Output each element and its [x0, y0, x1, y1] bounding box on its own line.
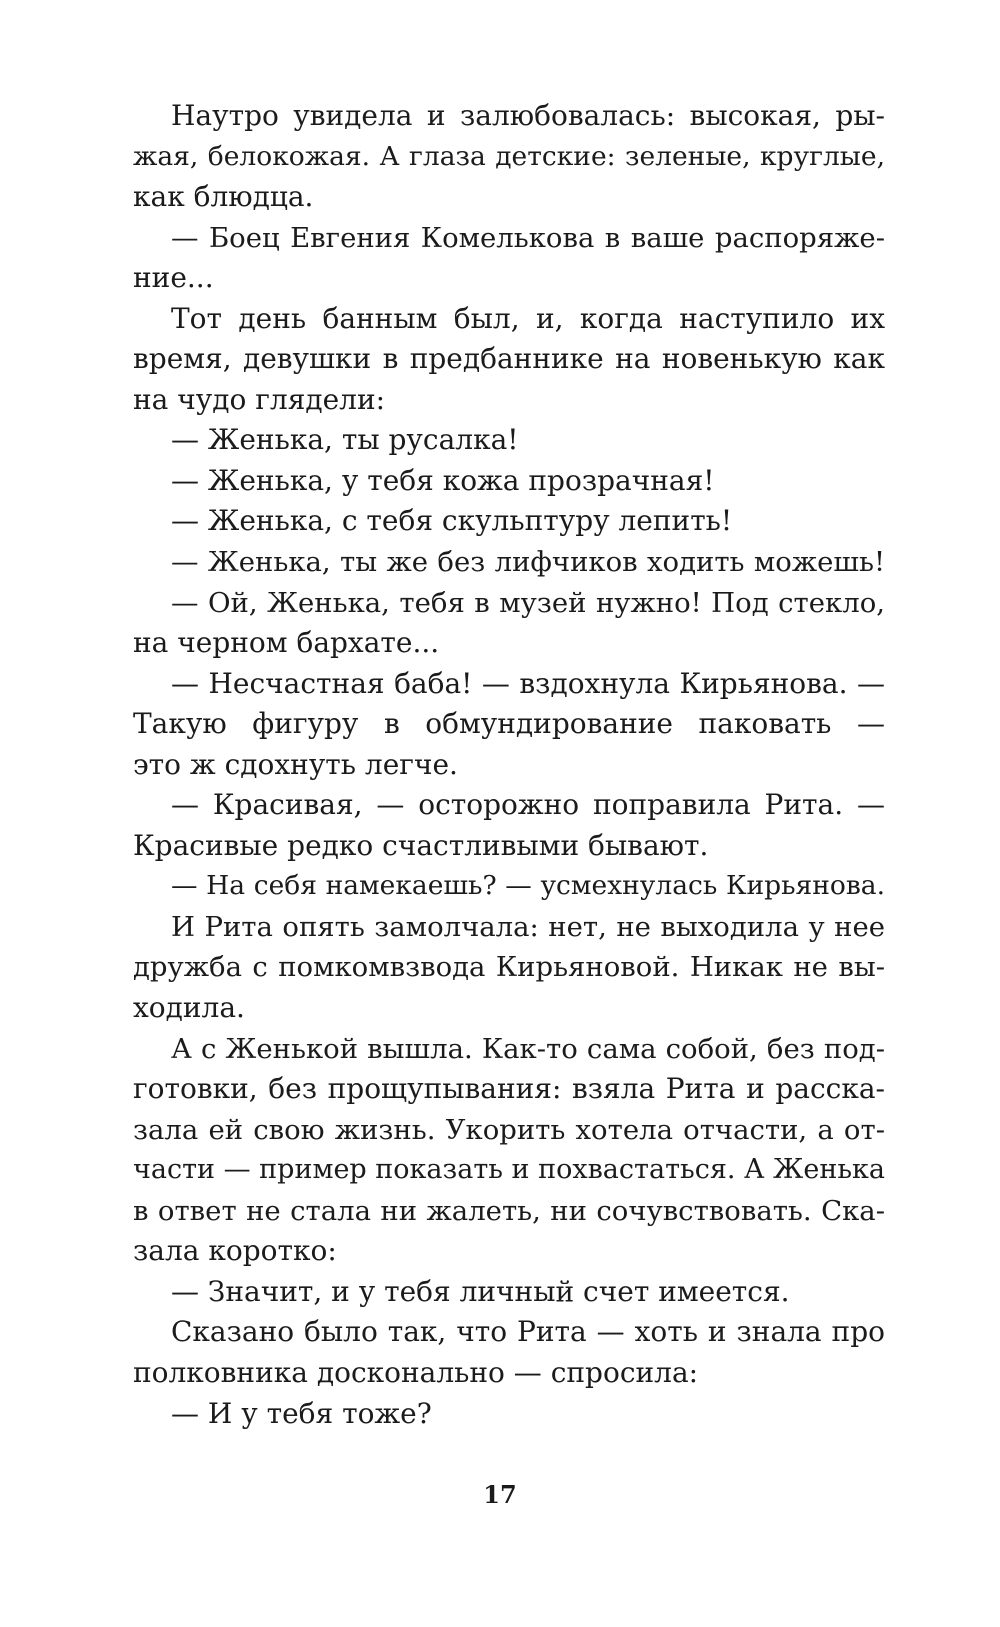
text-line: — И у тебя тоже?: [171, 1396, 432, 1430]
text-line: на чудо глядели:: [133, 382, 386, 416]
text-line: Тот день банным был, и, когда наступило их: [171, 301, 885, 335]
text-line: Красивые редко счастливыми бывают.: [133, 828, 709, 862]
text-line: зала коротко:: [133, 1234, 337, 1268]
text-line: — Несчастная баба! — вздохнула Кирьянова. —: [171, 666, 885, 700]
text-line: Наутро увидела и залюбовалась: высокая, ры-: [171, 99, 885, 132]
page-number: 17: [483, 1480, 517, 1509]
text-line: — Женька, ты же без лифчиков ходить можешь!: [171, 546, 885, 579]
text-line: — Боец Евгения Комелькова в ваше распоряже-: [171, 221, 885, 254]
text-line: зала ей свою жизнь. Укорить хотела отчасти, а от-: [133, 1113, 885, 1146]
text-line: — На себя намекаешь? — усмехнулась Кирьянова.: [171, 870, 885, 902]
text-line: полковника досконально — спросила:: [133, 1355, 699, 1389]
text-line: дружба с помкомвзвода Кирьяновой. Никак не вы-: [133, 951, 885, 984]
text-line: ходила.: [133, 991, 245, 1025]
text-line: в ответ не стала ни жалеть, ни сочувствовать. Ска-: [133, 1194, 885, 1227]
text-line: — Женька, с тебя скульптуру лепить!: [171, 504, 733, 538]
text-line: И Рита опять замолчала: нет, не выходила у нее: [171, 910, 885, 943]
text-line: это ж сдохнуть легче.: [133, 747, 458, 781]
text-line: части — пример показать и похвастаться. А Женька: [133, 1154, 886, 1186]
text-line: как блюдца.: [133, 180, 314, 214]
text-line: — Ой, Женька, тебя в музей нужно! Под стекло,: [171, 586, 885, 619]
text-line: — Красивая, — осторожно поправила Рита. —: [171, 788, 885, 822]
text-line: А с Женькой вышла. Как-то сама собой, без под-: [171, 1032, 885, 1065]
text-line: жая, белокожая. А глаза детские: зеленые, круглые,: [133, 140, 885, 172]
text-line: — Женька, у тебя кожа прозрачная!: [171, 463, 715, 497]
text-line: готовки, без прощупывания: взяла Рита и расска-: [133, 1072, 885, 1106]
body-text: [133, 96, 885, 1434]
text-line: — Женька, ты русалка!: [171, 423, 519, 457]
text-line: — Значит, и у тебя личный счет имеется.: [171, 1274, 790, 1308]
text-line: на черном бархате...: [133, 626, 440, 660]
text-line: ние...: [133, 261, 214, 295]
text-line: Такую фигуру в обмундирование паковать —: [133, 707, 885, 741]
text-line: время, девушки в предбаннике на новенькую как: [133, 342, 885, 376]
text-line: Сказано было так, что Рита — хоть и знала про: [171, 1315, 885, 1349]
